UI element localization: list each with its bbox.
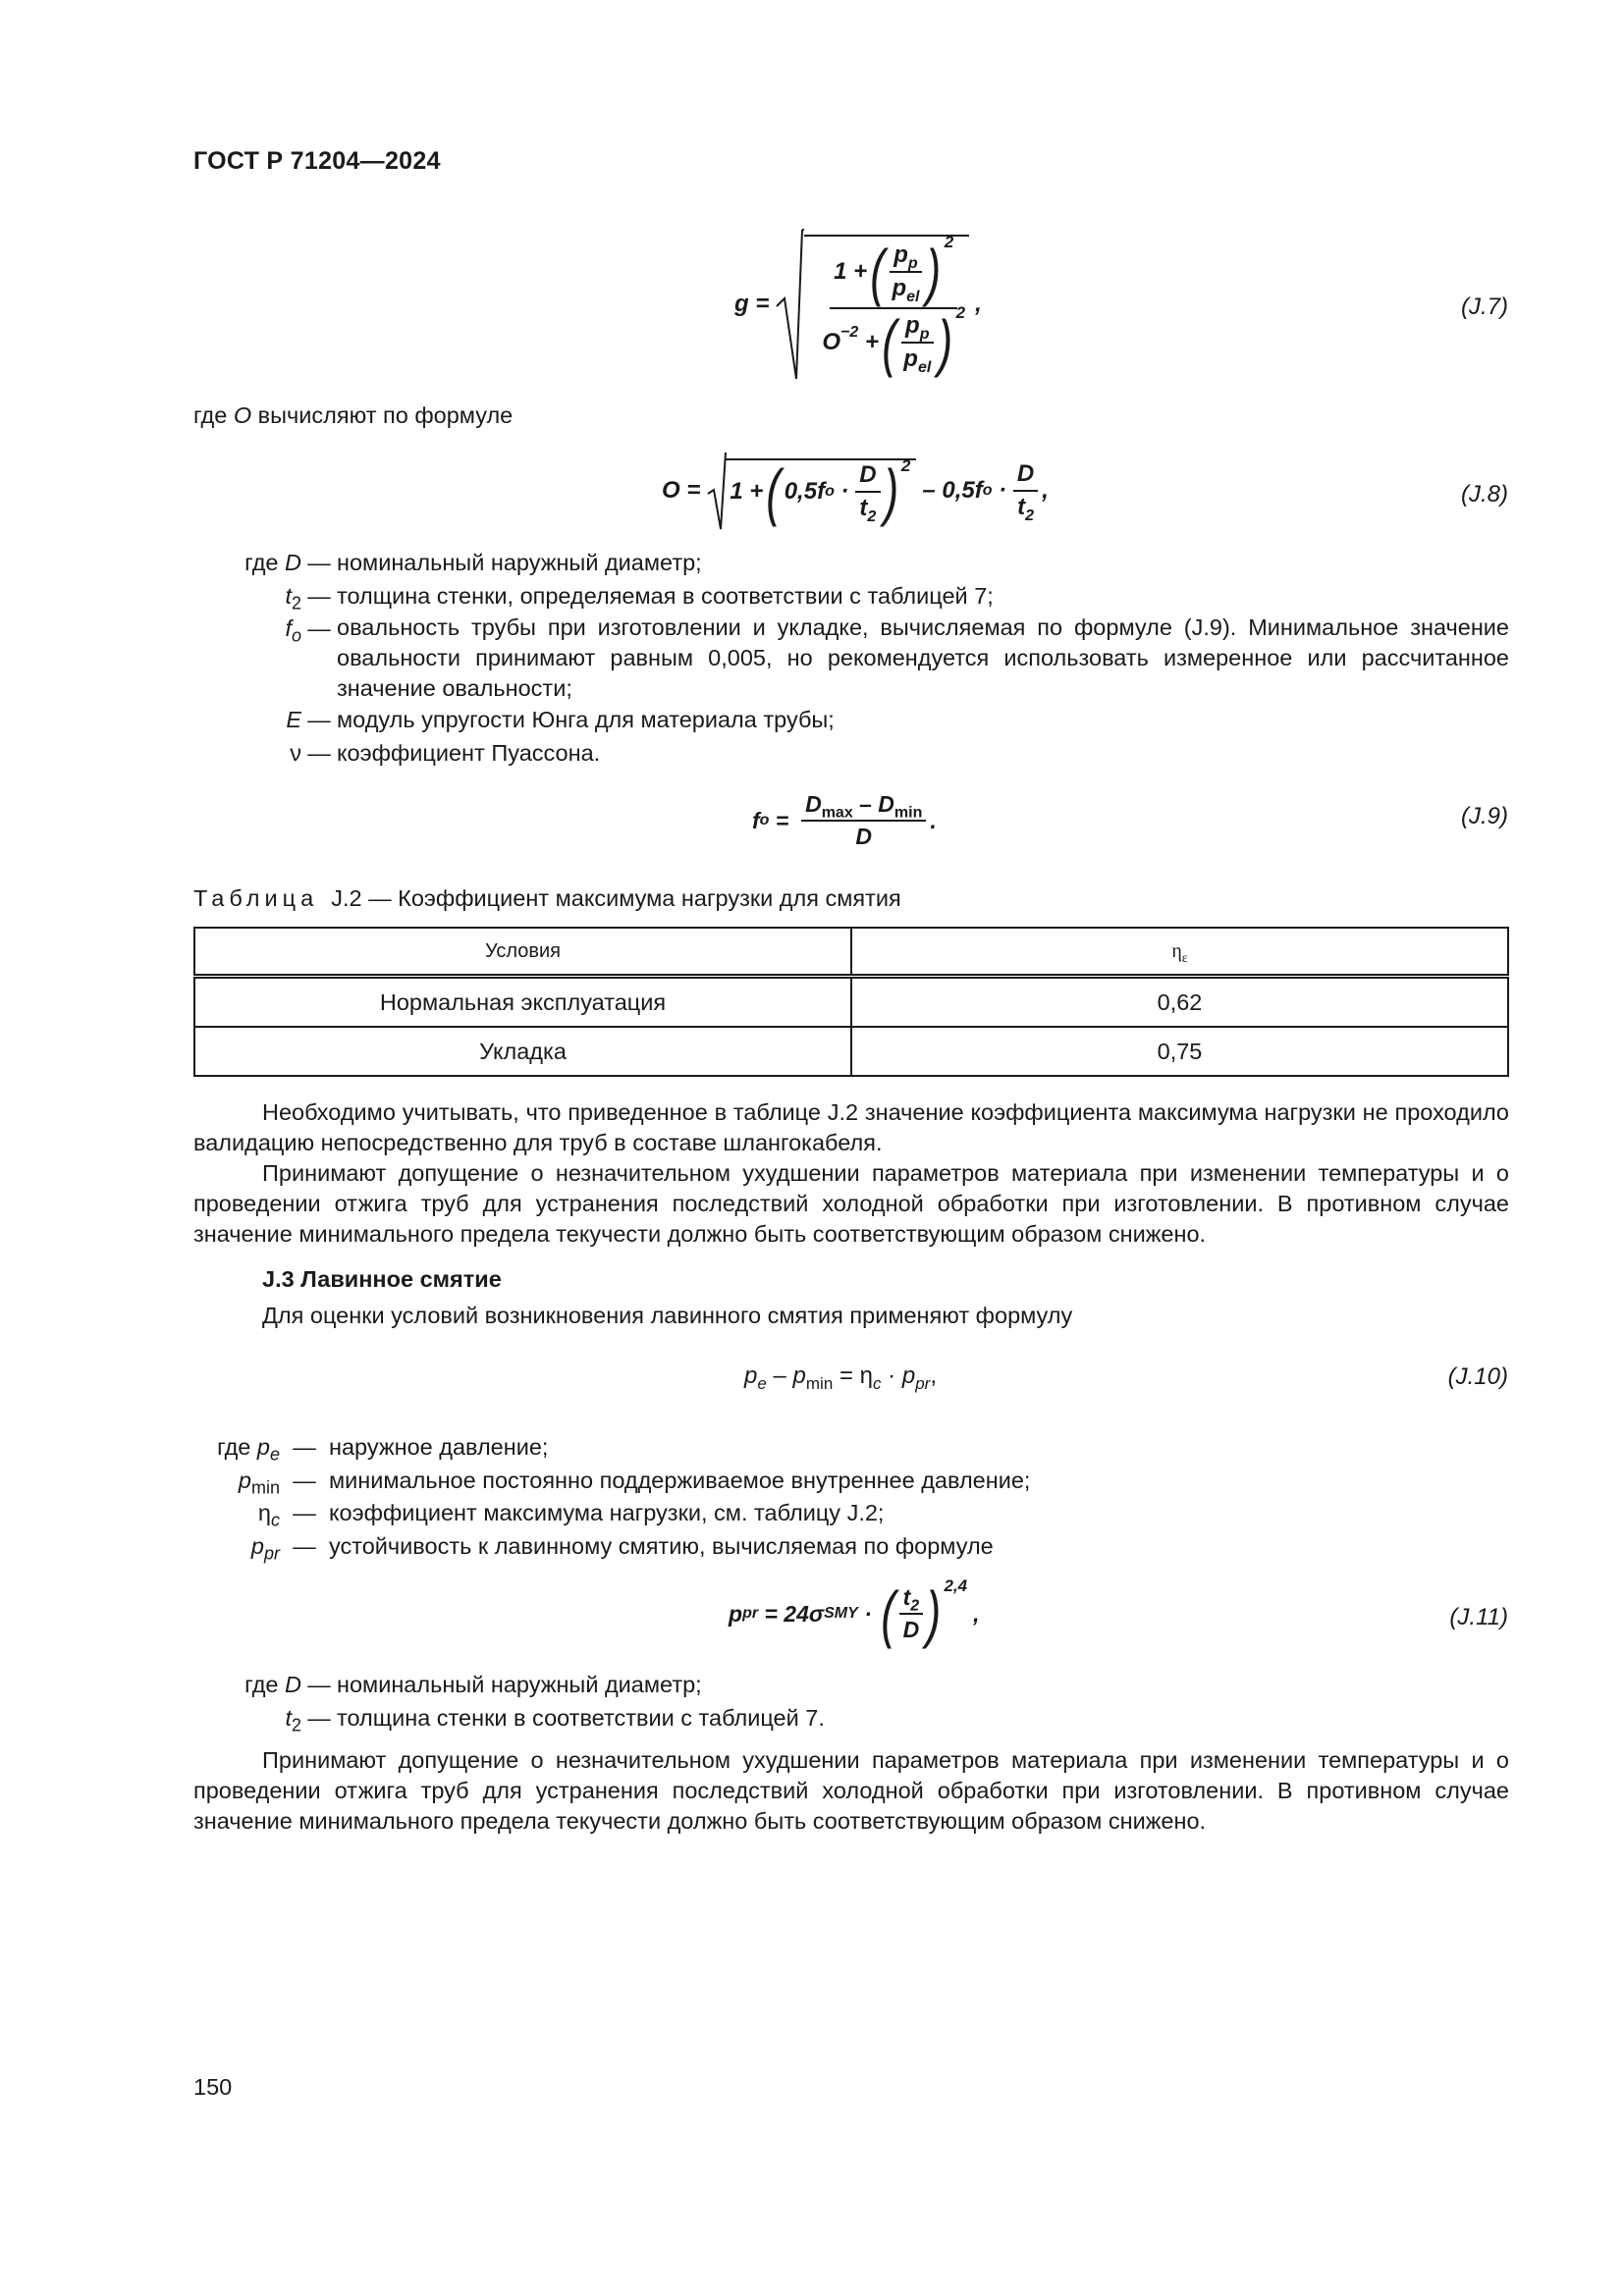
definition-row: $t_2$ — толщина стенки в соответствии с таблицей 7. xyxy=(285,1704,825,1735)
paragraph: Принимают допущение о незначительном ухудшении параметров материала при изменении температуры и о проведении отжига труб для устранения последствий холодной обработки при изготовлении. В противном случае значение минимального предела текучести должно быть соответствующим образом снижено. xyxy=(193,1160,1509,1247)
table-caption: Таблица J.2 — Коэффициент максимума нагрузки для смятия xyxy=(193,885,901,911)
page-number: 150 xyxy=(193,2074,233,2100)
equation-j11: p pr = 24σ SMY · ( $\frac{t_2}{D}$ ) $^{2,4}$ , xyxy=(729,1576,980,1649)
definition-row: $t_2$ — толщина стенки, определяемая в соответствии с таблицей 7; xyxy=(285,582,994,614)
load-factor-table xyxy=(193,927,1509,1077)
definition-row: E — модуль упругости Юнга для материала трубы; xyxy=(286,707,835,732)
equation-j8: O = 1 + ( 0,5 f o · $\frac{D}{t_2}$ ) $^2$ – 0,5 f o · $\frac{D}{t_2}$ , xyxy=(662,451,1049,531)
equation-number-j10: (J.10) xyxy=(1447,1363,1508,1390)
intro-o-line: где O вычисляют по формуле xyxy=(193,402,514,428)
equation-j9: f o = $\frac{D_{max} - D_{min}}{D}$ . xyxy=(752,791,937,849)
equation-number-j11: (J.11) xyxy=(1449,1604,1508,1630)
equation-number-j9: (J.9) xyxy=(1461,803,1508,829)
equation-j7: g = 1 + ( $\frac{p_p}{p_{el}}$ ) $^2$ O $^{-2}$ + ( $\frac{p_p}{p_{el}}$ ) $^2$ , xyxy=(734,228,982,381)
radical-sign xyxy=(775,228,804,381)
table-row: Нормальная эксплуатация 0,62 xyxy=(194,977,1508,1028)
standard-designation: ГОСТ Р 71204—2024 xyxy=(193,147,441,175)
text-block-1 xyxy=(193,1097,1509,1250)
definition-row: $p_{pr}$ — устойчивость к лавинному смятию, вычисляемая по формуле xyxy=(250,1532,994,1564)
table-header-row xyxy=(194,928,1508,977)
equation-j10: $p_e - p_{min} = \eta_c \cdot p_{pr}$, xyxy=(744,1362,937,1393)
column-header-conditions: Условия xyxy=(194,928,851,977)
section-intro: Для оценки условий возникновения лавинного смятия применяют формулу xyxy=(262,1303,1073,1328)
equation-number-j8: (J.8) xyxy=(1461,481,1508,507)
definition-row: ν — коэффициент Пуассона. xyxy=(290,739,601,766)
definitions-j11 xyxy=(193,1669,1509,1735)
paragraph: Необходимо учитывать, что приведенное в таблице J.2 значение коэффициента максимума нагрузки не проходило валидацию непосредственно для труб в составе шлангокабеля. xyxy=(193,1099,1509,1155)
text-block-2 xyxy=(193,1745,1509,1837)
definitions-j8 xyxy=(193,547,1509,770)
section-title: J.3 Лавинное смятие xyxy=(262,1266,502,1292)
eq-j7-lhs: g = xyxy=(734,291,770,317)
definition-row: $f_o$ — овальность трубы при изготовлении и укладке, вычисляемая по формуле (J.9). Минимальное значение овальности принимают равным 0,005, но рекомендуется использовать измеренное или рассчитанное значение овальности; xyxy=(285,614,1509,701)
definition-row: $\eta_c$ — коэффициент максимума нагрузки, см. таблицу J.2; xyxy=(257,1500,885,1530)
table-row: Укладка 0,75 xyxy=(194,1027,1508,1076)
definition-row: где D — номинальный наружный диаметр; xyxy=(244,1672,702,1697)
definition-row: $p_{min}$ — минимальное постоянно поддерживаемое внутреннее давление; xyxy=(238,1467,1031,1498)
definition-row: где D — номинальный наружный диаметр; xyxy=(244,550,702,575)
equation-number-j7: (J.7) xyxy=(1461,294,1508,320)
radical-sign xyxy=(706,451,728,531)
definitions-j10 xyxy=(193,1431,1509,1563)
column-header-eta: $\eta_\varepsilon$ xyxy=(851,928,1508,977)
paragraph: Принимают допущение о незначительном ухудшении параметров материала при изменении температуры и о проведении отжига труб для устранения последствий холодной обработки при изготовлении. В противном случае значение минимального предела текучести должно быть соответствующим образом снижено. xyxy=(193,1747,1509,1834)
definition-row: где $p_e$ — наружное давление; xyxy=(217,1434,549,1465)
